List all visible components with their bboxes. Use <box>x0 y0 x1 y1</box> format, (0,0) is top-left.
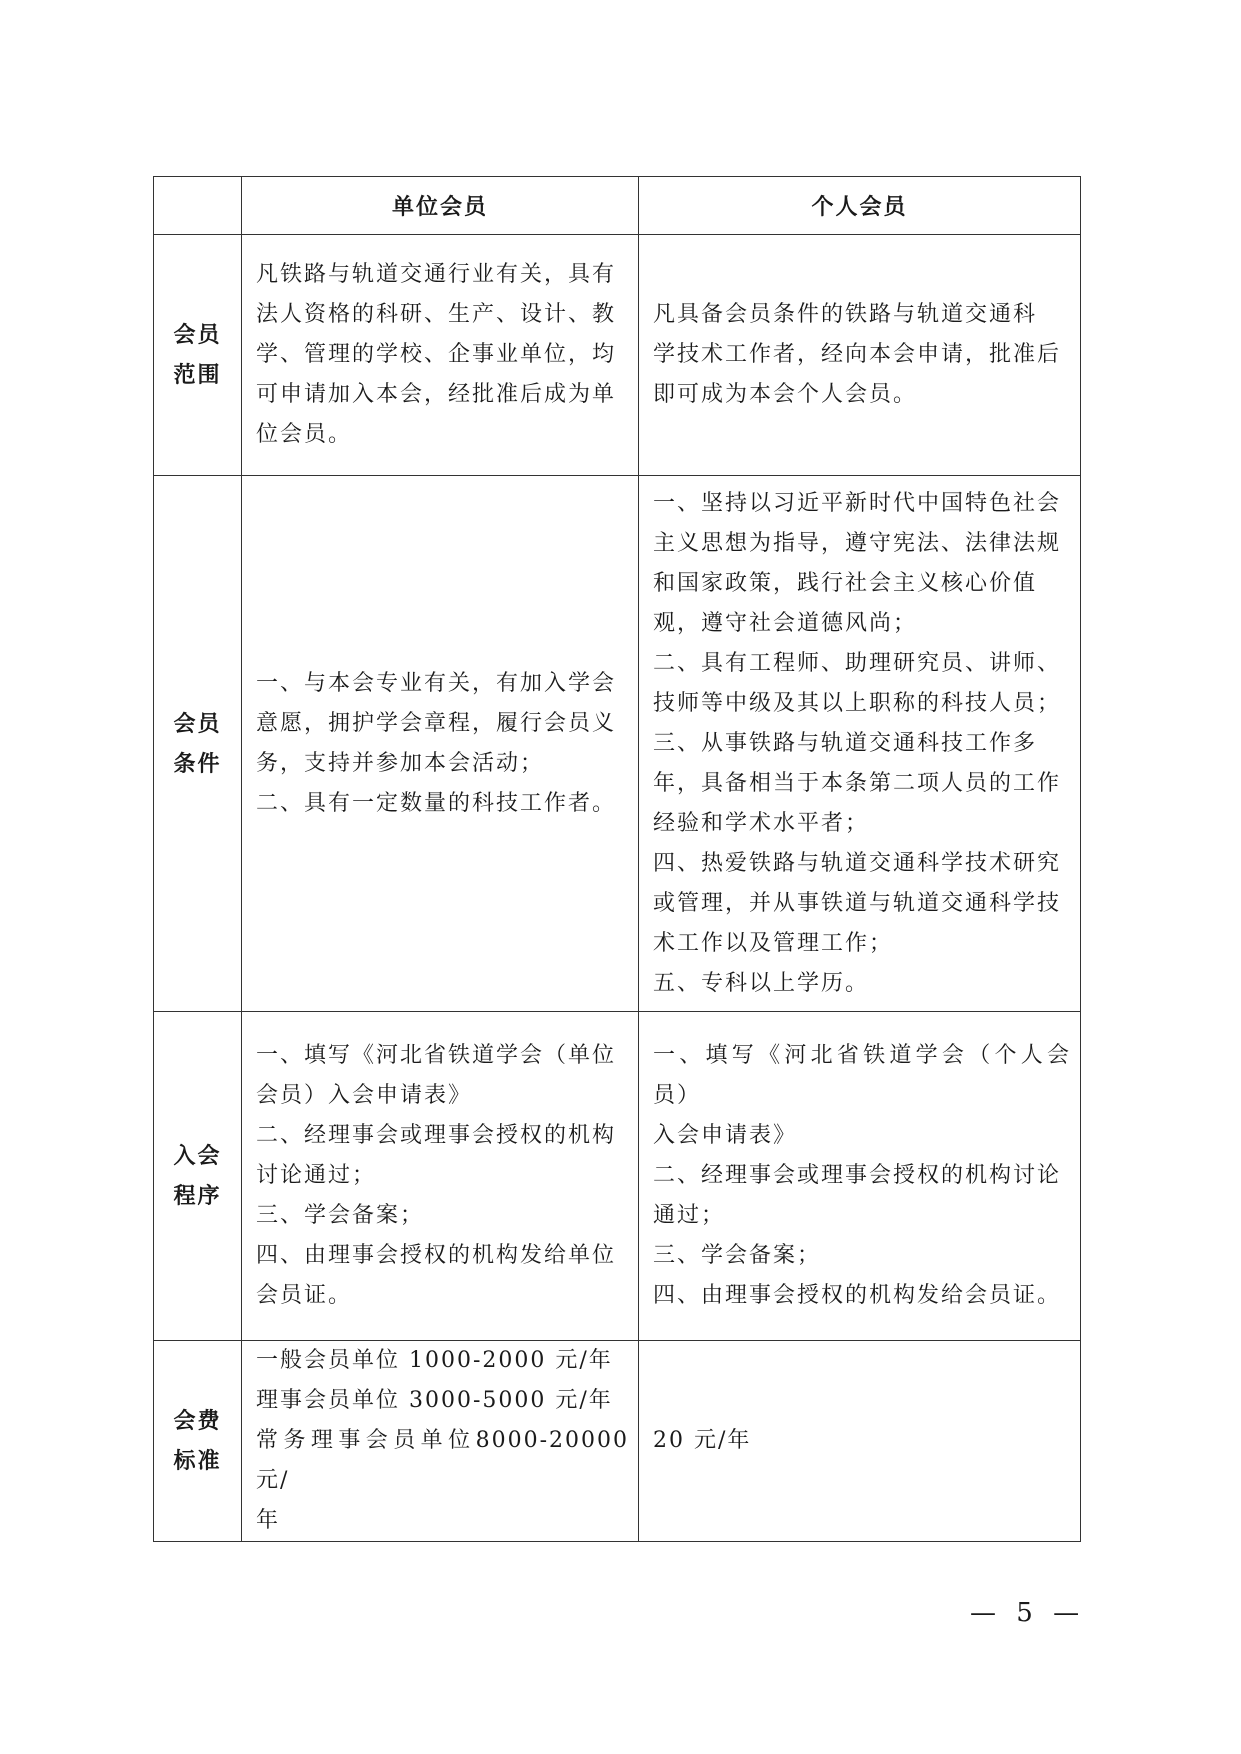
cell-text-line: 二、具有一定数量的科技工作者。 <box>256 790 617 816</box>
row-label-scope: 会员 范围 <box>154 235 242 476</box>
cell-text-line: 三、从事铁路与轨道交通科技工作多 <box>653 730 1038 756</box>
header-unit-member: 单位会员 <box>242 177 639 235</box>
scope-personal-cell <box>639 235 1081 476</box>
page-number: — 5 — <box>970 1598 1086 1628</box>
conditions-unit-cell <box>242 476 639 1012</box>
cell-text-line: 理事会员单位 3000-5000 元/年 <box>256 1388 613 1413</box>
membership-table <box>153 176 1081 1542</box>
cell-text-line: 一、坚持以习近平新时代中国特色社会 <box>653 490 1062 516</box>
cell-text-line: 通过； <box>653 1203 726 1228</box>
cell-text-line: 务，支持并参加本会活动； <box>256 750 545 776</box>
row-member-scope <box>154 235 1081 476</box>
cell-text-line: 即可成为本会个人会员。 <box>653 382 918 407</box>
cell-text-line: 学、管理的学校、企事业单位，均 <box>256 342 617 367</box>
cell-text-line: 二、具有工程师、助理研究员、讲师、 <box>653 650 1062 676</box>
cell-text-line: 观，遵守社会道德风尚； <box>653 610 918 636</box>
cell-text-line: 年，具备相当于本条第二项人员的工作 <box>653 770 1062 796</box>
cell-text-line: 位会员。 <box>256 422 353 447</box>
cell-text-line: 三、学会备案； <box>653 1243 822 1268</box>
cell-text-line: 术工作以及管理工作； <box>653 930 894 956</box>
cell-text-line: 讨论通过； <box>256 1163 377 1188</box>
header-corner-cell <box>154 177 242 235</box>
cell-text-line: 四、热爱铁路与轨道交通科学技术研究 <box>653 850 1062 876</box>
cell-text-line: 20 元/年 <box>653 1428 752 1453</box>
cell-text-line: 或管理，并从事铁道与轨道交通科学技 <box>653 890 1062 916</box>
cell-text-line: 技师等中级及其以上职称的科技人员； <box>653 690 1062 716</box>
cell-text-line: 二、经理事会或理事会授权的机构讨论 <box>653 1163 1062 1188</box>
cell-text-line: 主义思想为指导，遵守宪法、法律法规 <box>653 530 1062 556</box>
cell-text-line: 一般会员单位 1000-2000 元/年 <box>256 1348 613 1373</box>
cell-text-line: 一、填写《河北省铁道学会（单位 <box>256 1043 617 1068</box>
cell-text-line: 四、由理事会授权的机构发给单位 <box>256 1243 617 1268</box>
cell-text-line: 会员）入会申请表》 <box>256 1083 473 1108</box>
cell-text-line: 三、学会备案； <box>256 1203 425 1228</box>
cell-text-line: 五、专科以上学历。 <box>653 970 870 996</box>
procedure-unit-cell <box>242 1012 639 1341</box>
fee-unit-cell <box>242 1341 639 1542</box>
table-header-row <box>154 177 1081 235</box>
cell-text-line: 一、与本会专业有关，有加入学会 <box>256 670 617 696</box>
cell-text-line: 法人资格的科研、生产、设计、教 <box>256 302 617 327</box>
cell-text-line: 凡具备会员条件的铁路与轨道交通科 <box>653 302 1038 327</box>
row-join-procedure <box>154 1012 1081 1341</box>
cell-text-line: 学技术工作者，经向本会申请，批准后 <box>653 342 1062 367</box>
cell-text-line: 意愿，拥护学会章程，履行会员义 <box>256 710 617 736</box>
cell-text-line: 四、由理事会授权的机构发给会员证。 <box>653 1283 1062 1308</box>
cell-text-line: 入会申请表》 <box>653 1123 798 1148</box>
cell-text-line: 会员证。 <box>256 1283 353 1308</box>
cell-text-line: 一、填写《河北省铁道学会（个人会员） <box>653 1043 1071 1108</box>
fee-personal-cell <box>639 1341 1081 1542</box>
cell-text-line: 和国家政策，践行社会主义核心价值 <box>653 570 1038 596</box>
procedure-personal-cell <box>639 1012 1081 1341</box>
row-label-procedure: 入会 程序 <box>154 1012 242 1341</box>
row-fee-standard <box>154 1341 1081 1542</box>
row-member-conditions <box>154 476 1081 1012</box>
row-label-conditions: 会员 条件 <box>154 476 242 1012</box>
header-personal-member: 个人会员 <box>639 177 1081 235</box>
cell-text-line: 经验和学术水平者； <box>653 810 870 836</box>
row-label-fee: 会费 标准 <box>154 1341 242 1542</box>
conditions-personal-cell <box>639 476 1081 1012</box>
cell-text-line: 常务理事会员单位8000-20000元/ <box>256 1428 629 1493</box>
cell-text-line: 凡铁路与轨道交通行业有关，具有 <box>256 262 617 287</box>
cell-text-line: 可申请加入本会，经批准后成为单 <box>256 382 617 407</box>
cell-text-line: 二、经理事会或理事会授权的机构 <box>256 1123 617 1148</box>
scope-unit-cell <box>242 235 639 476</box>
cell-text-line: 年 <box>256 1508 281 1533</box>
